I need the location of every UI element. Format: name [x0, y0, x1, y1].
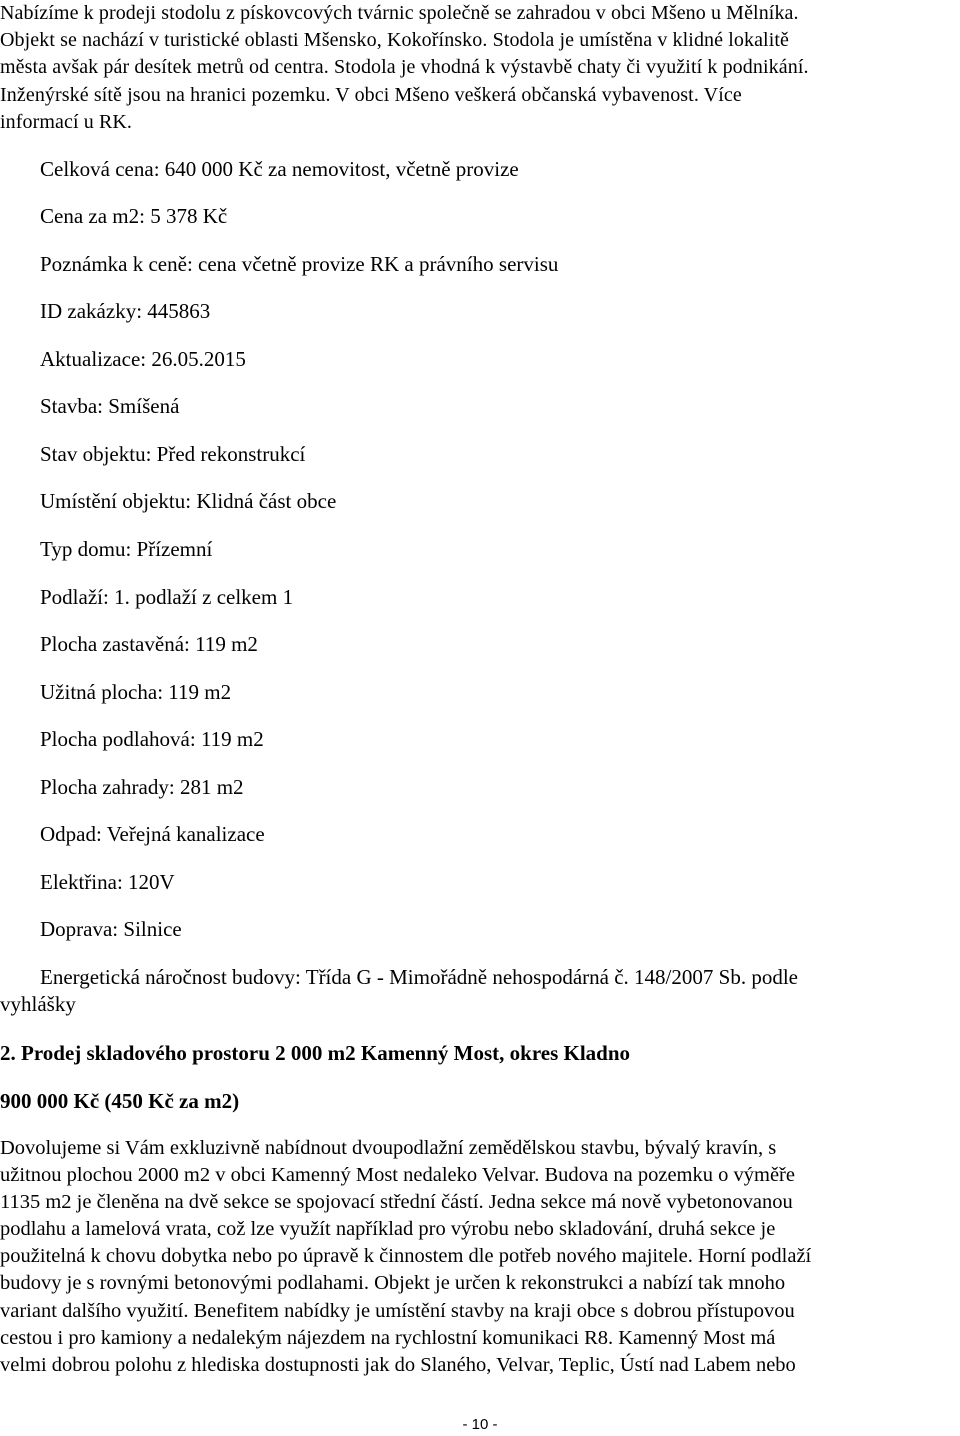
description-line: 1135 m2 je členěna na dvě sekce se spojovací střední částí. Jedna sekce má nově vybetonovanou [0, 1191, 793, 1214]
listing-2-title: 2. Prodej skladového prostoru 2 000 m2 Kamenný Most, okres Kladno [0, 1041, 631, 1065]
description-line: budovy je s rovnými betonovými podlahami. Objekt je určen k rekonstrukci a nabízí tak mnoho [0, 1272, 786, 1295]
param-object-condition: Stav objektu: Před rekonstrukcí [40, 442, 306, 466]
description-line: informací u RK. [0, 110, 133, 133]
description-line: cestou i pro kamiony a nedalekým nájezdem na rychlostní komunikaci R8. Kamenný Most má [0, 1326, 776, 1349]
page-number: - 10 - [462, 1416, 498, 1433]
description-line: užitnou plochou 2000 m2 v obci Kamenný Most nedaleko Velvar. Budova na pozemku o výměře [0, 1164, 795, 1187]
description-line: variant dalšího využití. Benefitem nabídky je umístění stavby na kraji obce s dobrou přístupovou [0, 1299, 795, 1322]
param-price-per-m2: Cena za m2: 5 378 Kč [40, 204, 228, 228]
listing-1-description [0, 0, 950, 136]
description-line: velmi dobrou polohu z hlediska dostupnosti jak do Slaného, Velvar, Teplic, Ústí nad Labem nebo [0, 1353, 796, 1376]
param-usable-area: Užitná plocha: 119 m2 [40, 680, 232, 704]
param-total-price: Celková cena: 640 000 Kč za nemovitost, včetně provize [40, 157, 519, 181]
listing-2-price: 900 000 Kč (450 Kč za m2) [0, 1089, 240, 1113]
description-line: města avšak pár desítek metrů od centra. Stodola je vhodná k výstavbě chaty či využití k podnikání. [0, 56, 809, 79]
description-line: Inženýrské sítě jsou na hranici pozemku. V obci Mšeno veškerá občanská vybavenost. Více [0, 83, 742, 106]
energy-line: Energetická náročnost budovy: Třída G - Mimořádně nehospodárná č. 148/2007 Sb. podle [40, 965, 798, 989]
param-waste: Odpad: Veřejná kanalizace [40, 822, 265, 846]
param-electricity: Elektřina: 120V [40, 870, 175, 894]
listing-2-description [0, 1135, 955, 1379]
description-line: Nabízíme k prodeji stodolu z pískovcových tvárnic společně se zahradou v obci Mšeno u Mělníka. [0, 2, 799, 24]
param-floors: Podlaží: 1. podlaží z celkem 1 [40, 585, 294, 609]
param-order-id: ID zakázky: 445863 [40, 299, 211, 323]
description-line: použitelná k chovu dobytka nebo po úpravě k činnostem dle potřeb nového majitele. Horní podlaží [0, 1245, 812, 1268]
param-garden-area: Plocha zahrady: 281 m2 [40, 775, 244, 799]
param-transport: Doprava: Silnice [40, 917, 182, 941]
param-price-note: Poznámka k ceně: cena včetně provize RK a právního servisu [40, 252, 559, 276]
param-built-area: Plocha zastavěná: 119 m2 [40, 632, 258, 656]
param-energy-rating [0, 964, 950, 1018]
description-line: podlahu a lamelová vrata, což lze využít například pro výrobu nebo skladování, druhá sekce je [0, 1218, 776, 1241]
description-line: Objekt se nachází v turistické oblasti Mšensko, Kokořínsko. Stodola je umístěna v klidné lokalitě [0, 29, 790, 52]
param-floor-area: Plocha podlahová: 119 m2 [40, 727, 264, 751]
energy-line: vyhlášky [0, 992, 76, 1016]
param-location: Umístění objektu: Klidná část obce [40, 489, 337, 513]
param-updated: Aktualizace: 26.05.2015 [40, 347, 246, 371]
description-line: Dovolujeme si Vám exkluzivně nabídnout dvoupodlažní zemědělskou stavbu, bývalý kravín, s [0, 1137, 777, 1159]
param-construction: Stavba: Smíšená [40, 394, 180, 418]
param-house-type: Typ domu: Přízemní [40, 537, 213, 561]
